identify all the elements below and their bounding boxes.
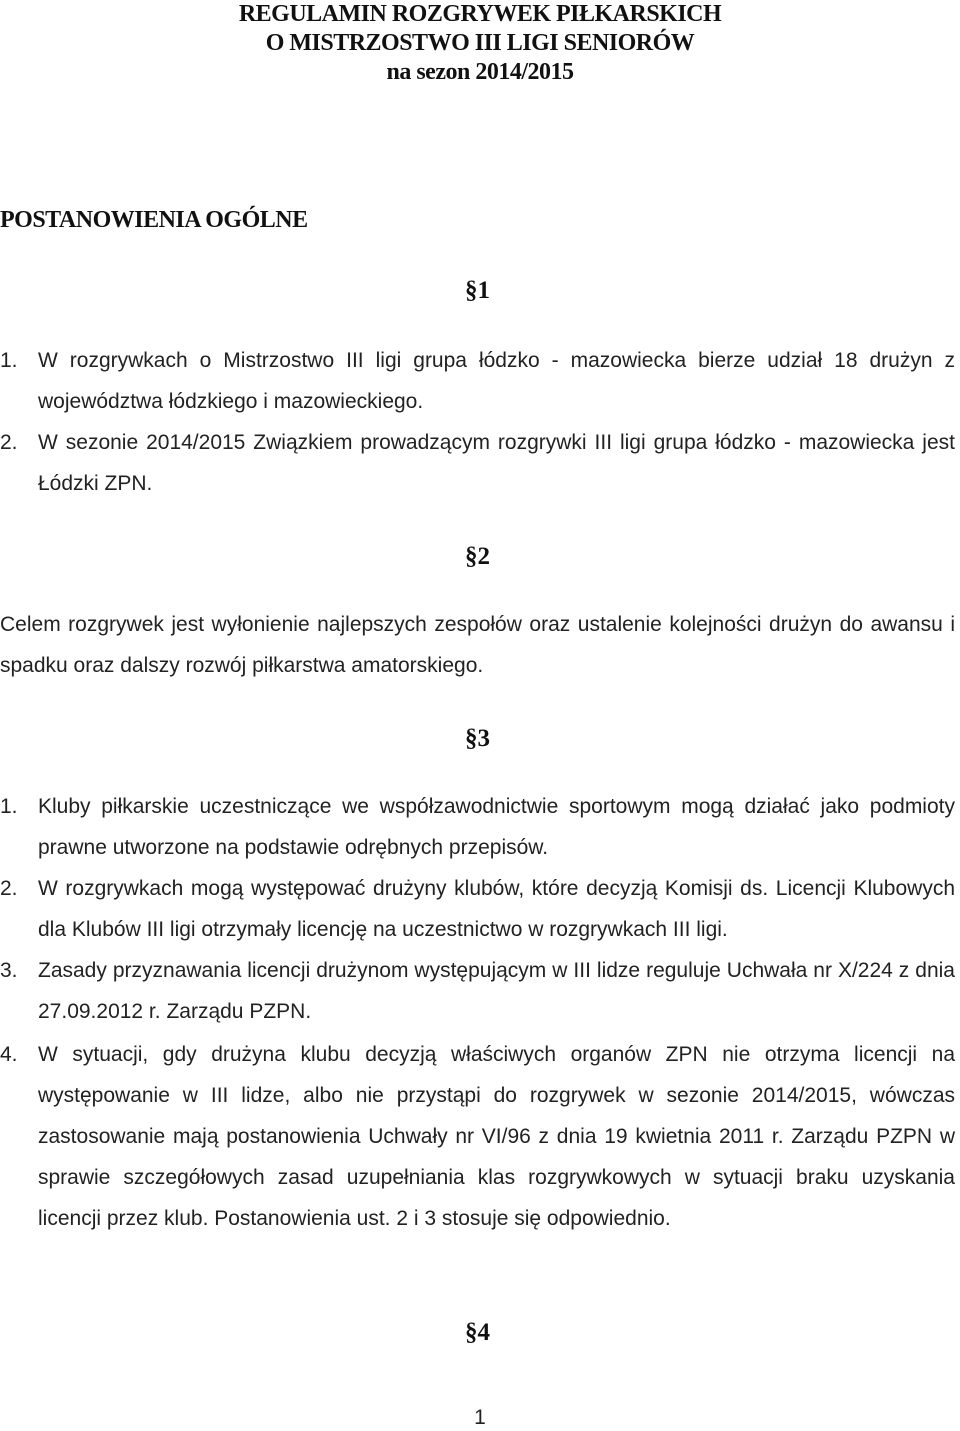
item-text: W sytuacji, gdy drużyna klubu decyzją właściwych organów ZPN nie otrzyma licencji na występowanie w III lidze, albo nie przystąpi do rozgrywek w sezonie 2014/2015, wówczas zastosowanie mają postanowienia Uchwały nr VI/96 z dnia 19 kwietnia 2011 r. Zarządu PZPN w sprawie szczegółowych zasad uzupełniania klas rozgrywkowych w sytuacji braku uzyskania licencji przez klub. Postanowienia ust. 2 i 3 stosuje się odpowiednio.: [38, 1043, 955, 1230]
paragraph-3-item-3: [0, 950, 955, 1032]
page-number: 1: [474, 1406, 486, 1429]
paragraph-2-text: Celem rozgrywek jest wyłonienie najlepszych zespołów oraz ustalenie kolejności drużyn do awansu i spadku oraz dalszy rozwój piłkarstwa amatorskiego.: [0, 613, 955, 677]
paragraph-3-heading: §3: [465, 725, 490, 752]
document-title-line-2: O MISTRZOSTWO III LIGI SENIORÓW: [265, 30, 695, 56]
item-number: 2.: [0, 431, 18, 454]
paragraph-3-item-2: [0, 868, 955, 950]
paragraph-1-item-1: [0, 340, 955, 422]
item-text: Zasady przyznawania licencji drużynom występującym w III lidze reguluje Uchwała nr X/224 z dnia 27.09.2012 r. Zarządu PZPN.: [38, 959, 955, 1023]
item-text: Kluby piłkarskie uczestniczące we współzawodnictwie sportowym mogą działać jako podmioty prawne utworzone na podstawie odrębnych przepisów.: [38, 795, 955, 859]
section-title: POSTANOWIENIA OGÓLNE: [0, 207, 308, 233]
paragraph-1-heading: §1: [465, 277, 490, 304]
paragraph-3-item-1: [0, 786, 955, 868]
paragraph-1-item-2: [0, 422, 955, 504]
item-text: W rozgrywkach o Mistrzostwo III ligi grupa łódzko - mazowiecka bierze udział 18 drużyn z województwa łódzkiego i mazowieckiego.: [38, 349, 955, 413]
paragraph-2-heading: §2: [465, 543, 490, 570]
item-number: 2.: [0, 877, 18, 900]
paragraph-3-item-4: [0, 1034, 955, 1239]
paragraph-4-heading: §4: [465, 1319, 490, 1346]
item-text: W sezonie 2014/2015 Związkiem prowadzącym rozgrywki III ligi grupa łódzko - mazowiecka jest Łódzki ZPN.: [38, 431, 955, 495]
document-title-line-1: REGULAMIN ROZGRYWEK PIŁKARSKICH: [238, 1, 722, 27]
item-number: 1.: [0, 349, 18, 372]
item-number: 3.: [0, 959, 18, 982]
item-number: 1.: [0, 795, 18, 818]
document-title-line-3: na sezon 2014/2015: [386, 59, 574, 85]
item-number: 4.: [0, 1043, 18, 1066]
item-text: W rozgrywkach mogą występować drużyny klubów, które decyzją Komisji ds. Licencji Klubowych dla Klubów III ligi otrzymały licencję na uczestnictwo w rozgrywkach III ligi.: [38, 877, 955, 941]
